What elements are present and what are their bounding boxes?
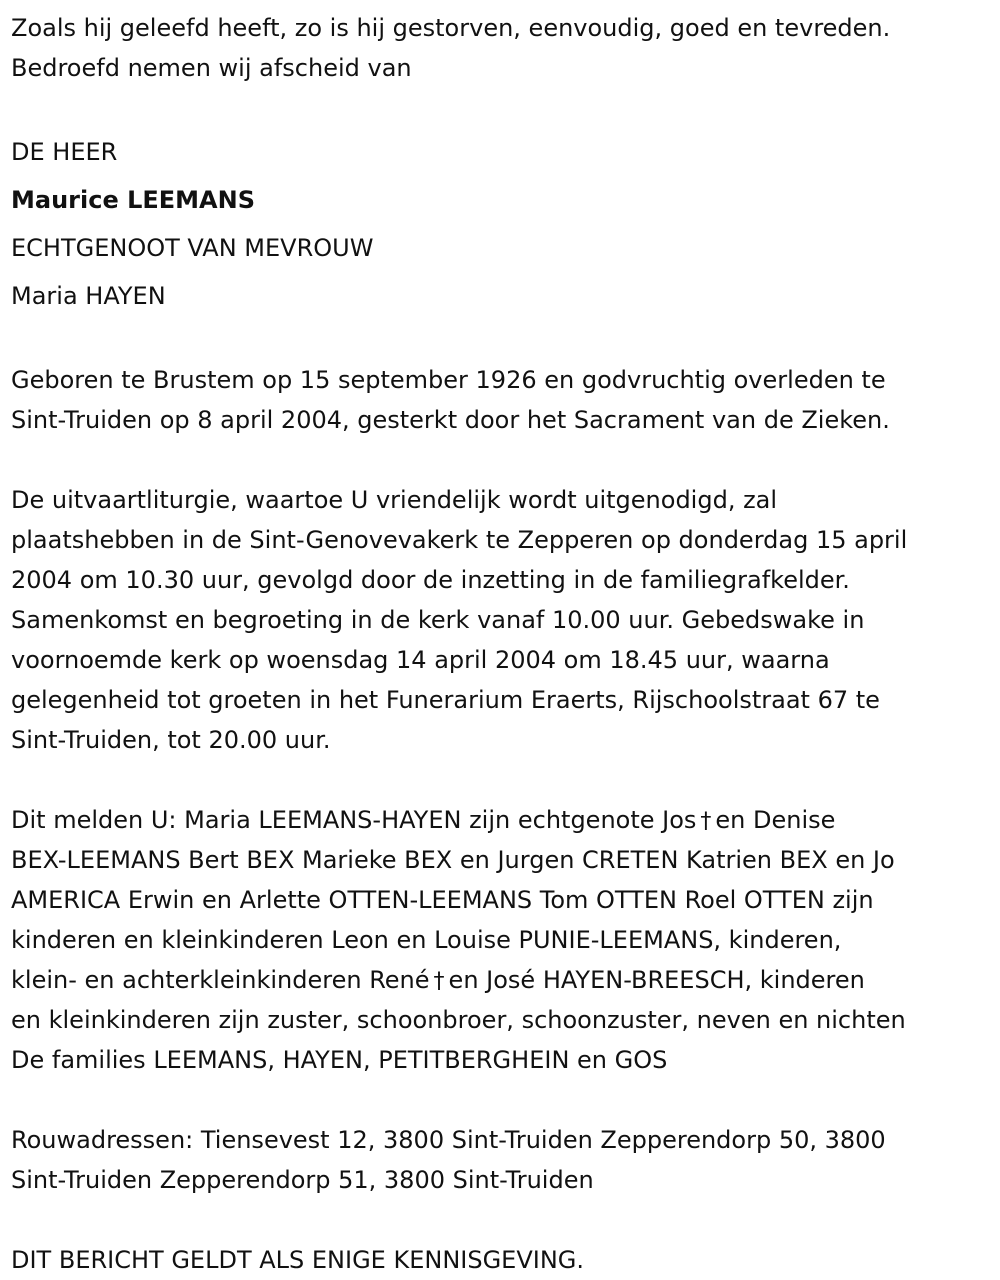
intro-line-2: Bedroefd nemen wij afscheid van [11,54,412,82]
family-line-1-part-a: Dit melden U: Maria LEEMANS-HAYEN zijn echtgenote Jos [11,806,697,834]
spacer [11,1200,996,1240]
birth-death-line-2: Sint-Truiden op 8 april 2004, gesterkt door het Sacrament van de Zieken. [11,406,890,434]
cross-icon: † [700,809,712,834]
deceased-title: DE HEER [11,138,118,166]
closing-notice: DIT BERICHT GELDT ALS ENIGE KENNISGEVING. [11,1246,585,1274]
funeral-line: Sint-Truiden, tot 20.00 uur. [11,726,331,754]
family-line-4: kinderen en kleinkinderen Leon en Louise PUNIE-LEEMANS, kinderen, [11,926,842,954]
funeral-section [11,480,996,760]
funeral-line: voornoemde kerk op woensdag 14 april 2004 om 18.45 uur, waarna [11,646,830,674]
obituary-document [11,8,996,1280]
family-line-2: BEX-LEEMANS Bert BEX Marieke BEX en Jurgen CRETEN Katrien BEX en Jo [11,846,895,874]
family-line-7: De families LEEMANS, HAYEN, PETITBERGHEIN en GOS [11,1046,668,1074]
family-section [11,800,996,1080]
spacer [11,88,996,128]
family-line-3: AMERICA Erwin en Arlette OTTEN-LEEMANS Tom OTTEN Roel OTTEN zijn [11,886,874,914]
deceased-name: Maurice LEEMANS [11,186,255,214]
closing-section [11,1240,996,1280]
birth-death-line-1: Geboren te Brustem op 15 september 1926 en godvruchtig overleden te [11,366,886,394]
intro-section [11,8,996,88]
family-line-6: en kleinkinderen zijn zuster, schoonbroer, schoonzuster, neven en nichten [11,1006,906,1034]
deceased-section [11,128,996,320]
spouse-name: Maria HAYEN [11,282,166,310]
family-line-1 [11,800,996,840]
addresses-line-1: Rouwadressen: Tiensevest 12, 3800 Sint-Truiden Zepperendorp 50, 3800 [11,1126,886,1154]
family-line-5 [11,960,996,1000]
funeral-line: Samenkomst en begroeting in de kerk vanaf 10.00 uur. Gebedswake in [11,606,865,634]
birth-death-section [11,360,996,440]
cross-icon: † [433,969,445,994]
family-line-5-part-a: klein- en achterkleinkinderen René [11,966,430,994]
addresses-line-2: Sint-Truiden Zepperendorp 51, 3800 Sint-Truiden [11,1166,594,1194]
spacer [11,760,996,800]
spacer [11,320,996,360]
addresses-section [11,1120,996,1200]
spacer [11,1080,996,1120]
deceased-relation: ECHTGENOOT VAN MEVROUW [11,234,374,262]
funeral-line: De uitvaartliturgie, waartoe U vriendelijk wordt uitgenodigd, zal [11,486,778,514]
intro-line-1: Zoals hij geleefd heeft, zo is hij gestorven, eenvoudig, goed en tevreden. [11,14,891,42]
family-line-1-part-b: en Denise [715,806,836,834]
family-line-5-part-b: en José HAYEN-BREESCH, kinderen [448,966,865,994]
spacer [11,440,996,480]
funeral-line: gelegenheid tot groeten in het Funerarium Eraerts, Rijschoolstraat 67 te [11,686,880,714]
funeral-line: 2004 om 10.30 uur, gevolgd door de inzetting in de familiegrafkelder. [11,566,850,594]
funeral-line: plaatshebben in de Sint-Genovevakerk te Zepperen op donderdag 15 april [11,526,908,554]
